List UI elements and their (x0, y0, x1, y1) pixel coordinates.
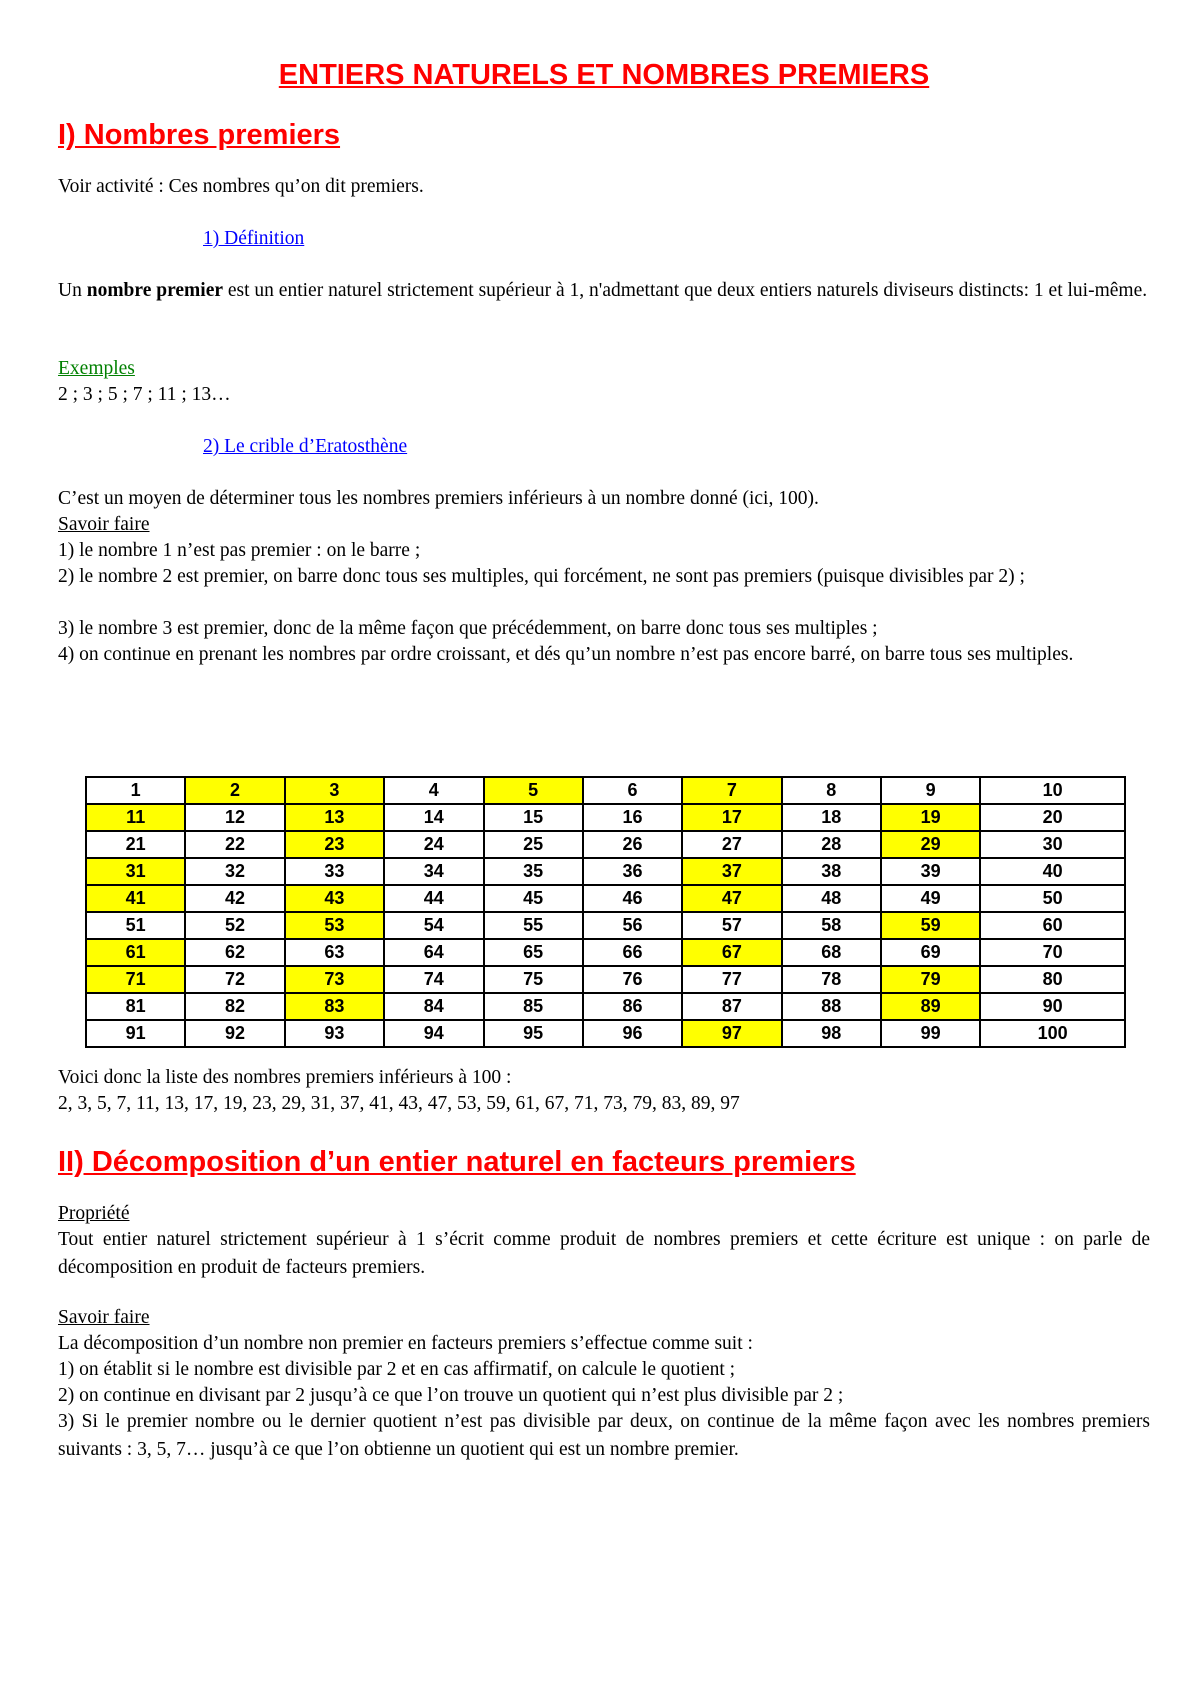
number-cell: 78 (782, 966, 881, 993)
number-cell: 46 (583, 885, 682, 912)
sieve-step-4: 4) on continue en prenant les nombres par ordre croissant, et dés qu’un nombre n’est pas encore barré, on barre tous ses multiples. (58, 644, 1074, 665)
number-cell: 92 (185, 1020, 284, 1047)
savoir-faire-label-2: Savoir faire (58, 1307, 150, 1328)
number-cell: 25 (484, 831, 583, 858)
number-cell: 1 (86, 777, 185, 804)
number-cell: 38 (782, 858, 881, 885)
examples-label: Exemples (58, 358, 135, 379)
number-cell: 8 (782, 777, 881, 804)
prime-cell: 67 (682, 939, 781, 966)
number-cell: 57 (682, 912, 781, 939)
number-cell: 80 (980, 966, 1125, 993)
number-cell: 52 (185, 912, 284, 939)
number-cell: 74 (384, 966, 483, 993)
number-cell: 39 (881, 858, 980, 885)
number-cell: 95 (484, 1020, 583, 1047)
number-cell: 12 (185, 804, 284, 831)
number-cell: 44 (384, 885, 483, 912)
number-cell: 66 (583, 939, 682, 966)
sieve-step-3: 3) le nombre 3 est premier, donc de la même façon que précédemment, on barre donc tous ses multiples ; (58, 618, 878, 639)
prime-cell: 83 (285, 993, 384, 1020)
prime-cell: 3 (285, 777, 384, 804)
section2-heading: II) Décomposition d’un entier naturel en facteurs premiers (58, 1146, 856, 1178)
prime-cell: 5 (484, 777, 583, 804)
number-cell: 88 (782, 993, 881, 1020)
number-cell: 50 (980, 885, 1125, 912)
sieve-heading: 2) Le crible d’Eratosthène (203, 436, 408, 457)
prime-cell: 23 (285, 831, 384, 858)
number-cell: 45 (484, 885, 583, 912)
number-cell: 99 (881, 1020, 980, 1047)
prime-cell: 29 (881, 831, 980, 858)
number-cell: 27 (682, 831, 781, 858)
number-cell: 22 (185, 831, 284, 858)
decomposition-intro: La décomposition d’un nombre non premier en facteurs premiers s’effectue comme suit : (58, 1333, 753, 1354)
examples-list: 2 ; 3 ; 5 ; 7 ; 11 ; 13… (58, 384, 231, 405)
number-cell: 40 (980, 858, 1125, 885)
number-cell: 86 (583, 993, 682, 1020)
number-cell: 68 (782, 939, 881, 966)
number-cell: 33 (285, 858, 384, 885)
prime-cell: 17 (682, 804, 781, 831)
property-text: Tout entier naturel strictement supérieur à 1 s’écrit comme produit de nombres premiers et cette écriture est unique : on parle de décomposition en produit de facteurs premiers. (58, 1229, 1150, 1278)
number-cell: 34 (384, 858, 483, 885)
decomposition-step-2: 2) on continue en divisant par 2 jusqu’à ce que l’on trouve un quotient qui n’est plus divisible par 2 ; (58, 1385, 844, 1406)
number-cell: 56 (583, 912, 682, 939)
number-cell: 62 (185, 939, 284, 966)
table-row (86, 1020, 1125, 1047)
table-row (86, 777, 1125, 804)
number-cell: 18 (782, 804, 881, 831)
number-cell: 84 (384, 993, 483, 1020)
intro-text: Voir activité : Ces nombres qu’on dit premiers. (58, 176, 424, 197)
definition-term: nombre premier (86, 280, 224, 301)
sieve-intro: C’est un moyen de déterminer tous les nombres premiers inférieurs à un nombre donné (ici, 100). (58, 488, 819, 509)
prime-cell: 53 (285, 912, 384, 939)
number-cell: 14 (384, 804, 483, 831)
prime-cell: 7 (682, 777, 781, 804)
number-cell: 30 (980, 831, 1125, 858)
number-cell: 49 (881, 885, 980, 912)
prime-cell: 71 (86, 966, 185, 993)
prime-cell: 13 (285, 804, 384, 831)
number-cell: 36 (583, 858, 682, 885)
number-cell: 58 (782, 912, 881, 939)
savoir-faire-label-1: Savoir faire (58, 514, 150, 535)
prime-list: 2, 3, 5, 7, 11, 13, 17, 19, 23, 29, 31, 37, 41, 43, 47, 53, 59, 61, 67, 71, 73, 79, 83, 89, 97 (58, 1093, 740, 1114)
number-cell: 91 (86, 1020, 185, 1047)
number-cell: 76 (583, 966, 682, 993)
table-row (86, 966, 1125, 993)
prime-cell: 97 (682, 1020, 781, 1047)
number-cell: 87 (682, 993, 781, 1020)
definition-heading: 1) Définition (203, 228, 305, 249)
number-cell: 16 (583, 804, 682, 831)
table-row (86, 993, 1125, 1020)
number-cell: 70 (980, 939, 1125, 966)
number-cell: 26 (583, 831, 682, 858)
number-cell: 64 (384, 939, 483, 966)
number-cell: 4 (384, 777, 483, 804)
number-cell: 93 (285, 1020, 384, 1047)
sieve-step-1: 1) le nombre 1 n’est pas premier : on le barre ; (58, 540, 421, 561)
number-cell: 60 (980, 912, 1125, 939)
number-cell: 72 (185, 966, 284, 993)
prime-list-intro: Voici donc la liste des nombres premiers inférieurs à 100 : (58, 1067, 512, 1088)
number-cell: 90 (980, 993, 1125, 1020)
number-cell: 15 (484, 804, 583, 831)
number-cell: 9 (881, 777, 980, 804)
number-cell: 51 (86, 912, 185, 939)
table-row (86, 831, 1125, 858)
prime-cell: 89 (881, 993, 980, 1020)
definition-paragraph: Un nombre premier est un entier naturel strictement supérieur à 1, n'admettant que deux entiers naturels diviseurs distincts: 1 et lui-même. (58, 280, 1148, 301)
number-cell: 32 (185, 858, 284, 885)
prime-cell: 43 (285, 885, 384, 912)
prime-cell: 61 (86, 939, 185, 966)
number-cell: 20 (980, 804, 1125, 831)
number-cell: 10 (980, 777, 1125, 804)
number-cell: 54 (384, 912, 483, 939)
decomposition-step-3: 3) Si le premier nombre ou le dernier quotient n’est pas divisible par deux, on continue de la même façon avec les nombres premiers suivants : 3, 5, 7… jusqu’à ce que l’on obtienne un quotient qui est un nombre premier. (58, 1411, 1150, 1460)
number-cell: 6 (583, 777, 682, 804)
table-row (86, 804, 1125, 831)
document-title: ENTIERS NATURELS ET NOMBRES PREMIERS (278, 59, 930, 91)
number-cell: 48 (782, 885, 881, 912)
prime-cell: 79 (881, 966, 980, 993)
number-cell: 63 (285, 939, 384, 966)
number-cell: 24 (384, 831, 483, 858)
number-cell: 28 (782, 831, 881, 858)
table-row (86, 858, 1125, 885)
number-cell: 42 (185, 885, 284, 912)
number-cell: 81 (86, 993, 185, 1020)
number-cell: 82 (185, 993, 284, 1020)
prime-cell: 37 (682, 858, 781, 885)
prime-cell: 11 (86, 804, 185, 831)
number-cell: 85 (484, 993, 583, 1020)
number-cell: 75 (484, 966, 583, 993)
number-cell: 35 (484, 858, 583, 885)
prime-cell: 2 (185, 777, 284, 804)
sieve-step-2: 2) le nombre 2 est premier, on barre donc tous ses multiples, qui forcément, ne sont pas premiers (puisque divisibles par 2) ; (58, 566, 1025, 587)
decomposition-step-1: 1) on établit si le nombre est divisible par 2 et en cas affirmatif, on calcule le quotient ; (58, 1359, 736, 1380)
prime-cell: 19 (881, 804, 980, 831)
table-row (86, 885, 1125, 912)
number-cell: 94 (384, 1020, 483, 1047)
table-row (86, 912, 1125, 939)
number-cell: 65 (484, 939, 583, 966)
number-cell: 100 (980, 1020, 1125, 1047)
prime-cell: 73 (285, 966, 384, 993)
property-label: Propriété (58, 1203, 130, 1224)
prime-cell: 59 (881, 912, 980, 939)
prime-cell: 41 (86, 885, 185, 912)
number-cell: 21 (86, 831, 185, 858)
table-row (86, 939, 1125, 966)
prime-cell: 47 (682, 885, 781, 912)
eratosthenes-table (85, 776, 1126, 1048)
number-cell: 98 (782, 1020, 881, 1047)
number-cell: 69 (881, 939, 980, 966)
section1-heading: I) Nombres premiers (58, 119, 341, 151)
prime-cell: 31 (86, 858, 185, 885)
number-cell: 77 (682, 966, 781, 993)
number-cell: 55 (484, 912, 583, 939)
number-cell: 96 (583, 1020, 682, 1047)
